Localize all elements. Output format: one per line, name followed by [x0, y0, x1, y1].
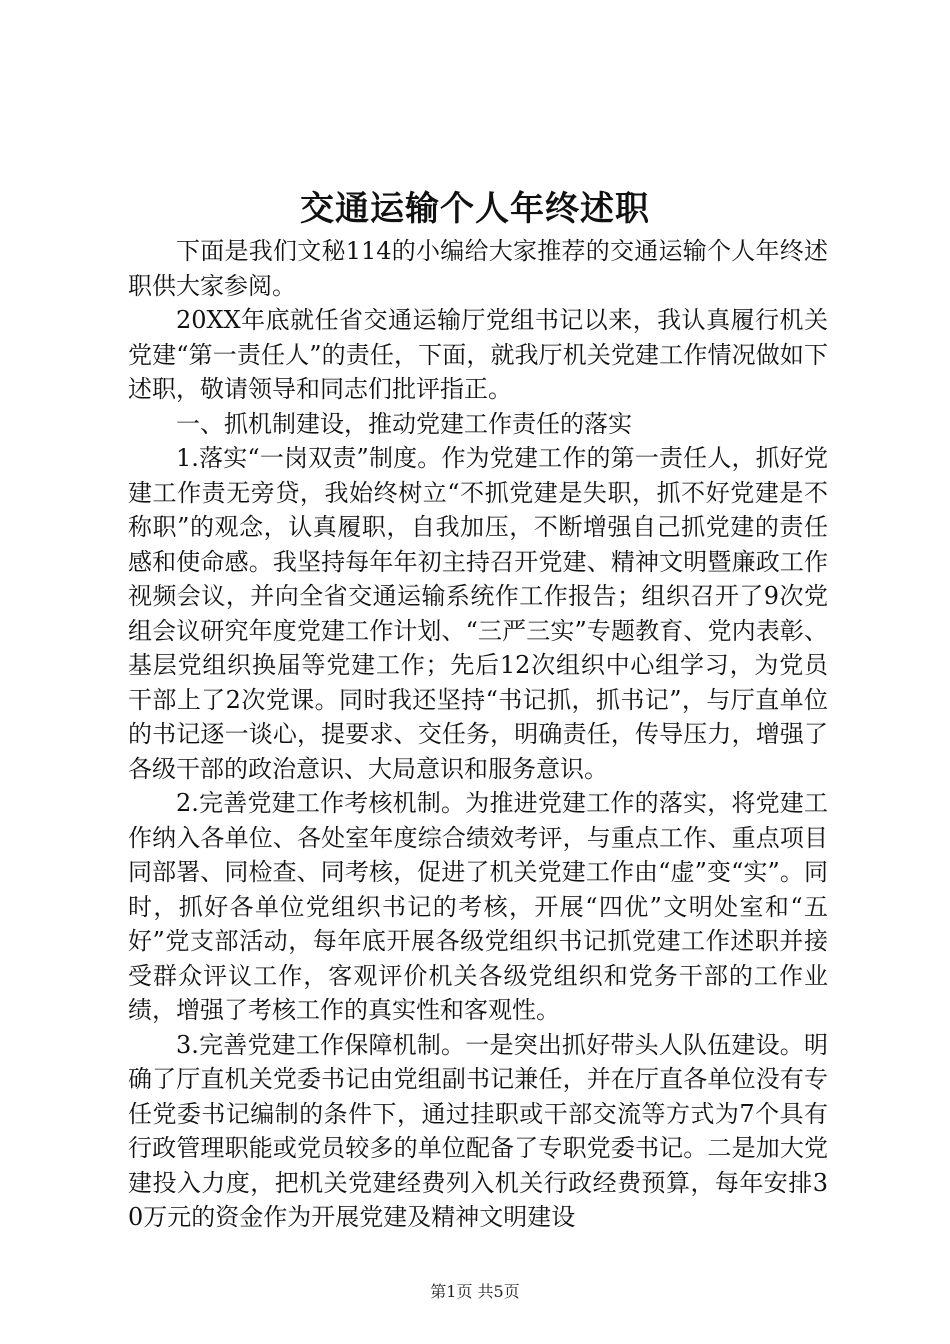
paragraph-item-3: 3.完善党建工作保障机制。一是突出抓好带头人队伍建设。明确了厅直机关党委书记由党组副书记兼任，并在厅直各单位没有专任党委书记编制的条件下，通过挂职或干部交流等方式为7个具有行政管理职能或党员较多的单位配备了专职党委书记。二是加大党建投入力度，把机关党建经费列入机关行政经费预算，每年安排30万元的资金作为开展党建及精神文明建设	[128, 1030, 828, 1231]
document-body	[128, 234, 828, 1235]
paragraph-opening: 20XX年底就任省交通运输厅党组书记以来，我认真履行机关党建“第一责任人”的责任，下面，就我厅机关党建工作情况做如下述职，敬请领导和同志们批评指正。	[128, 306, 828, 403]
paragraph-item-1: 1.落实“一岗双责”制度。作为党建工作的第一责任人，抓好党建工作责无旁贷，我始终树立“不抓党建是失职，抓不好党建是不称职”的观念，认真履职，自我加压，不断增强自己抓党建的责任感和使命感。我坚持每年年初主持召开党建、精神文明暨廉政工作视频会议，并向全省交通运输系统作工作报告；组织召开了9次党组会议研究年度党建工作计划、“三严三实”专题教育、党内表彰、基层党组织换届等党建工作；先后12次组织中心组学习，为党员干部上了2次党课。同时我还坚持“书记抓，抓书记”，与厅直单位的书记逐一谈心，提要求、交任务，明确责任，传导压力，增强了各级干部的政治意识、大局意识和服务意识。	[128, 444, 828, 783]
paragraph-intro: 下面是我们文秘114的小编给大家推荐的交通运输个人年终述职供大家参阅。	[128, 237, 828, 300]
page-footer: 第1页 共5页	[430, 1282, 520, 1301]
section-heading: 一、抓机制建设，推动党建工作责任的落实	[176, 409, 632, 438]
paragraph-item-2: 2.完善党建工作考核机制。为推进党建工作的落实，将党建工作纳入各单位、各处室年度综合绩效考评，与重点工作、重点项目同部署、同检查、同考核，促进了机关党建工作由“虚”变“实”。同时，抓好各单位党组织书记的考核，开展“四优”文明处室和“五好”党支部活动，每年底开展各级党组织书记抓党建工作述职并接受群众评议工作，客观评价机关各级党组织和党务干部的工作业绩，增强了考核工作的真实性和客观性。	[128, 789, 828, 1024]
document-title: 交通运输个人年终述职	[300, 189, 650, 229]
